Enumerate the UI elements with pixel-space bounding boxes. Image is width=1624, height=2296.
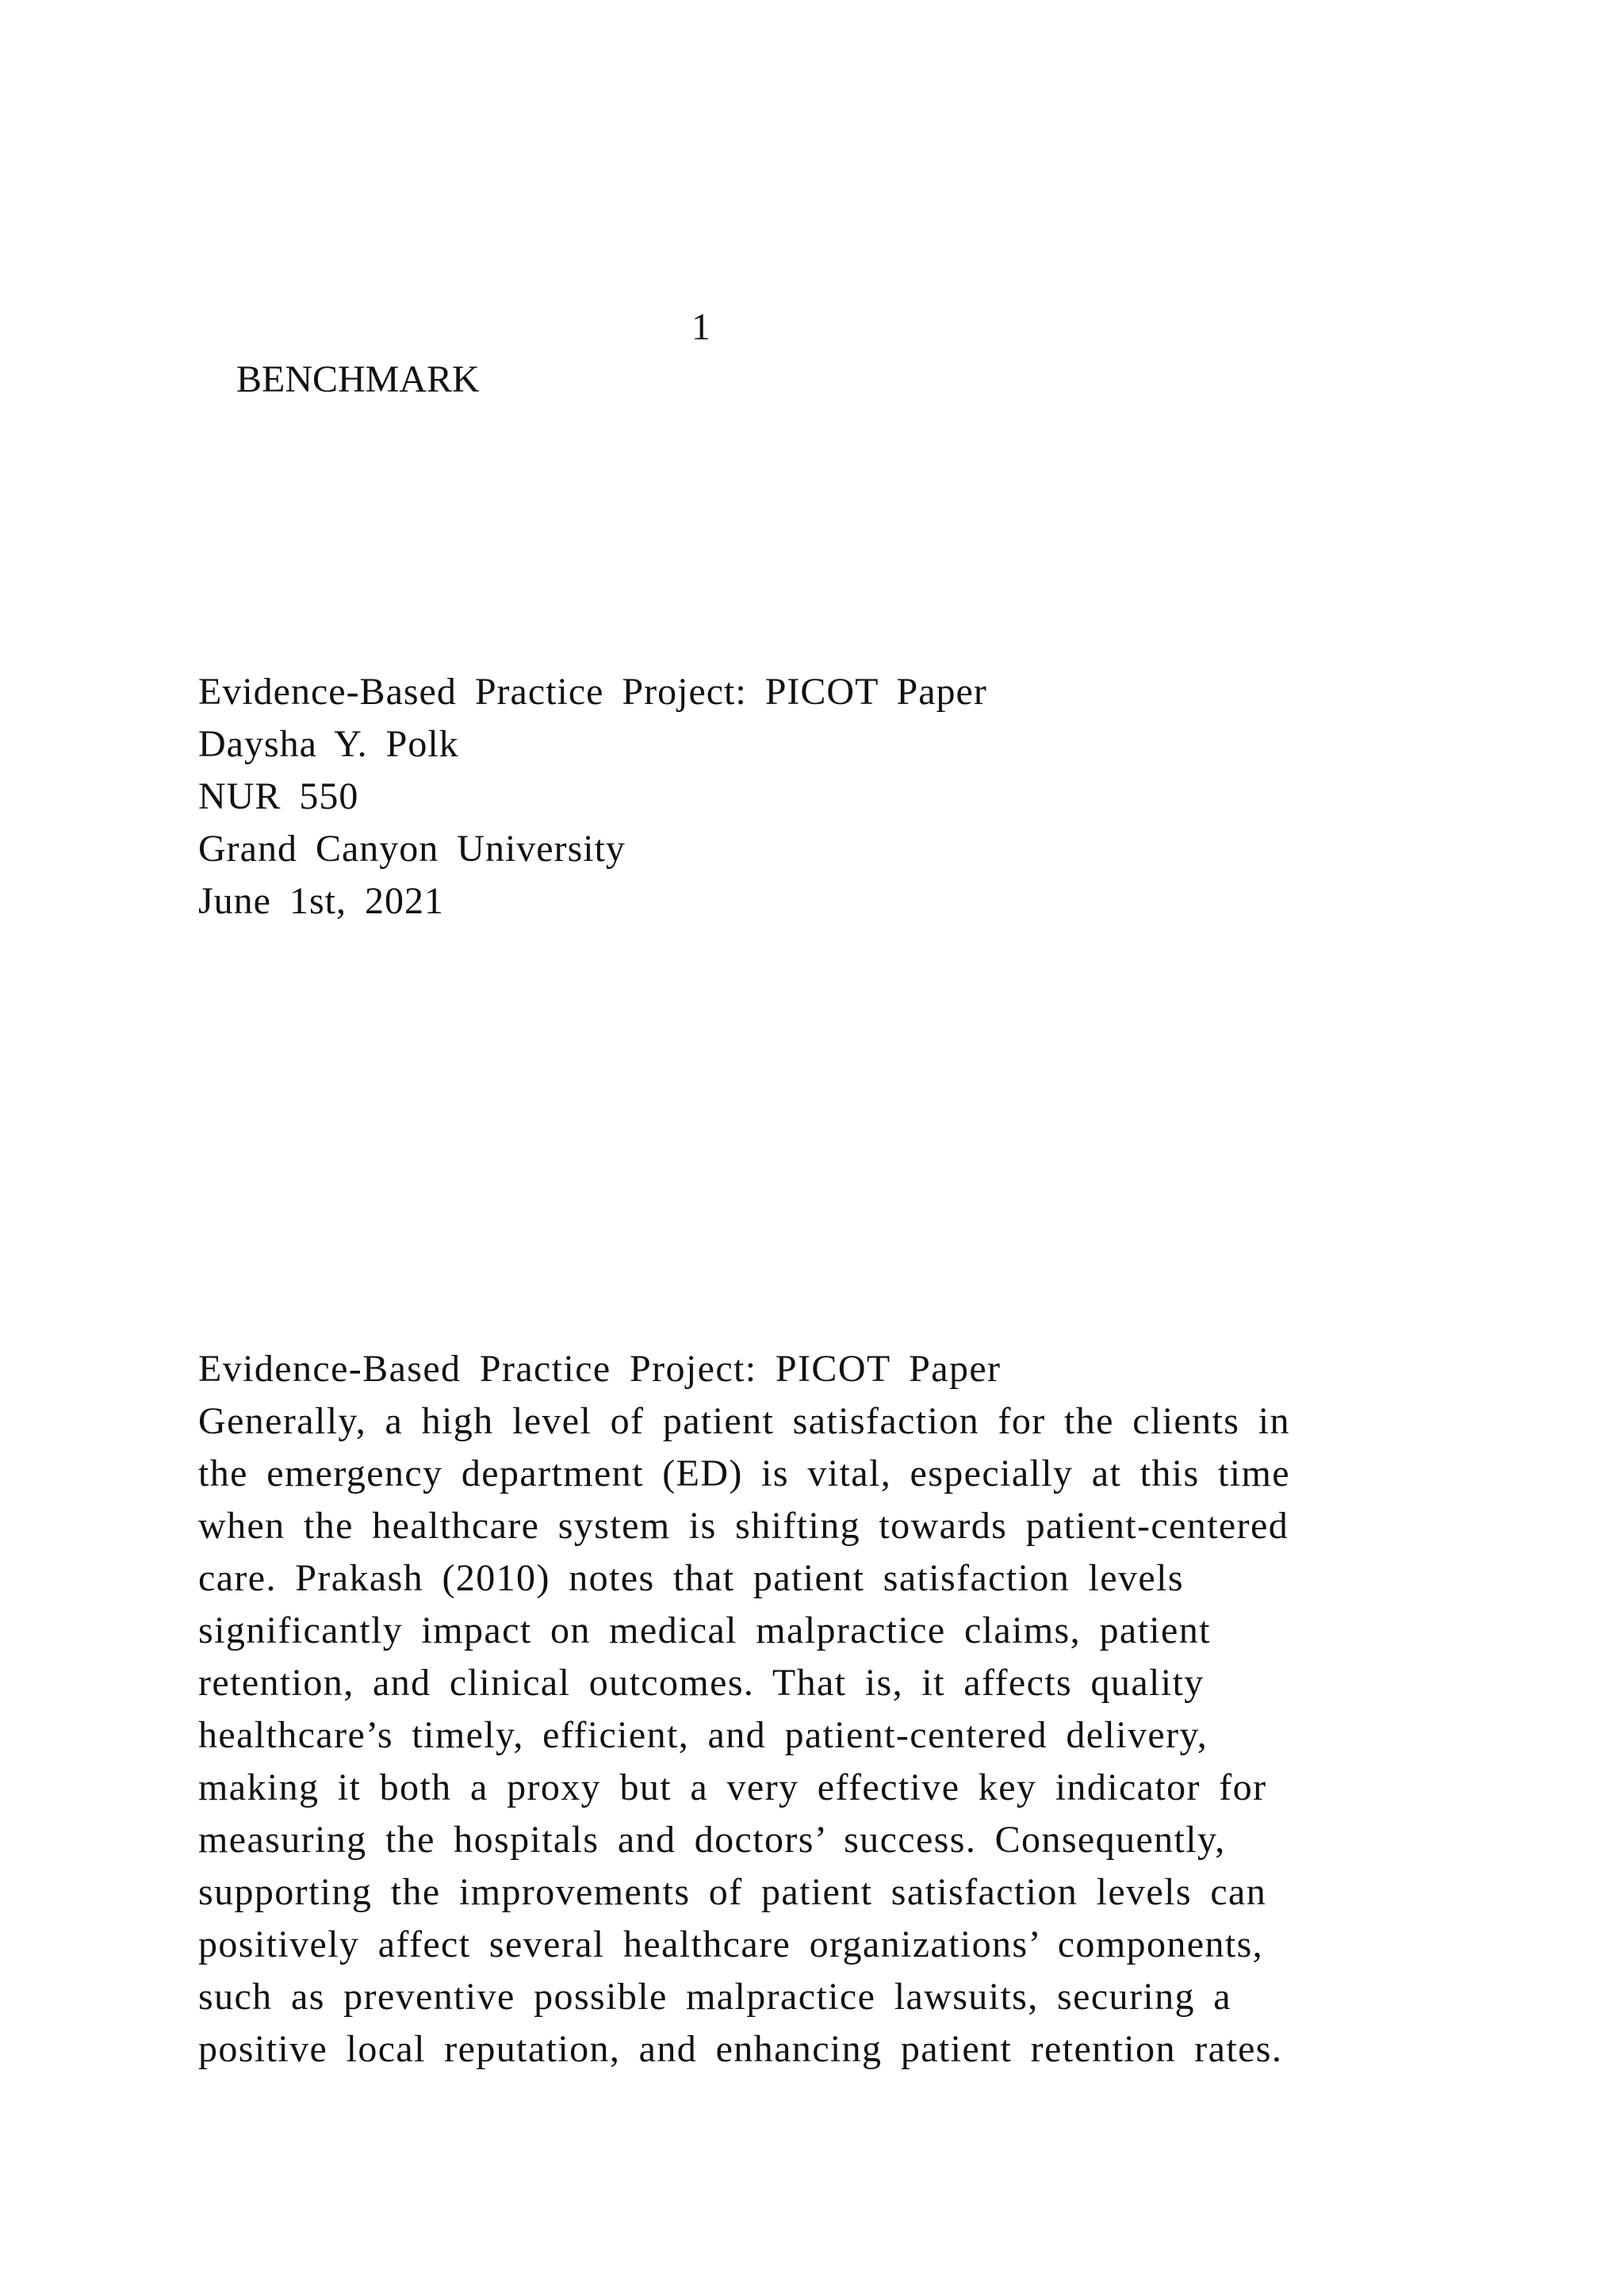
paper-title: Evidence-Based Practice Project: PICOT Paper bbox=[198, 671, 987, 713]
body-line: Generally, a high level of patient satisfaction for the clients in bbox=[198, 1400, 1290, 1442]
institution-name: Grand Canyon University bbox=[198, 828, 626, 870]
course-name: NUR 550 bbox=[198, 775, 359, 817]
page-number: 1 bbox=[691, 306, 710, 348]
submission-date: June 1st, 2021 bbox=[198, 880, 444, 922]
body-line: when the healthcare system is shifting towards patient-centered bbox=[198, 1505, 1289, 1547]
body-heading: Evidence-Based Practice Project: PICOT Paper bbox=[198, 1348, 1002, 1390]
body-line: such as preventive possible malpractice lawsuits, securing a bbox=[198, 1976, 1231, 2018]
title-block bbox=[198, 666, 987, 928]
body-line: healthcare’s timely, efficient, and patient-centered delivery, bbox=[198, 1714, 1208, 1756]
body-line: positively affect several healthcare organizations’ components, bbox=[198, 1923, 1264, 1965]
body-line: positive local reputation, and enhancing patient retention rates. bbox=[198, 2028, 1283, 2070]
running-head-title: BENCHMARK bbox=[236, 358, 480, 400]
body-section bbox=[198, 1343, 1435, 2076]
author-name: Daysha Y. Polk bbox=[198, 723, 459, 765]
body-line: care. Prakash (2010) notes that patient satisfaction levels bbox=[198, 1557, 1184, 1599]
body-line: retention, and clinical outcomes. That is, it affects quality bbox=[198, 1662, 1205, 1704]
body-line: making it both a proxy but a very effective key indicator for bbox=[198, 1766, 1267, 1808]
body-line: supporting the improvements of patient satisfaction levels can bbox=[198, 1871, 1267, 1913]
running-head bbox=[198, 301, 710, 511]
body-line: measuring the hospitals and doctors’ success. Consequently, bbox=[198, 1819, 1226, 1861]
body-line: significantly impact on medical malpractice claims, patient bbox=[198, 1609, 1211, 1651]
body-line: the emergency department (ED) is vital, especially at this time bbox=[198, 1452, 1290, 1494]
